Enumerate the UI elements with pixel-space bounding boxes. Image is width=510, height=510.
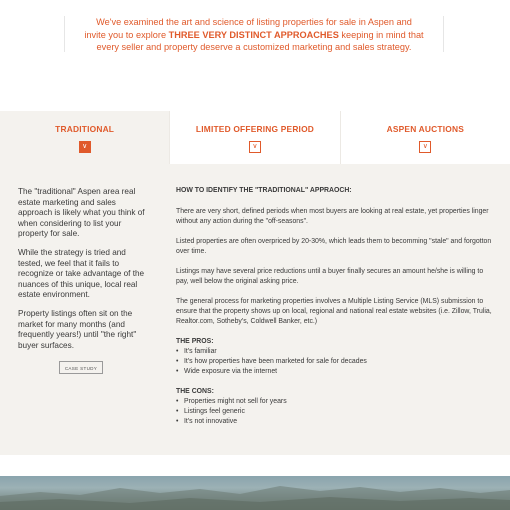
- list-item: • It's familiar: [184, 347, 496, 357]
- intro-text: [64, 16, 444, 52]
- mountain-ridge-graphic: [0, 476, 510, 510]
- tab-limited-offering-period[interactable]: [169, 111, 339, 164]
- details-paragraph: There are very short, defined periods when most buyers are looking at real estate, yet properties linger without any action during the "off-seasons".: [176, 208, 489, 225]
- intro-line-2: [65, 29, 443, 42]
- pros-title: THE PROS:: [176, 338, 214, 345]
- tab-panel-traditional: [0, 164, 510, 455]
- list-item: • It's how properties have been marketed for sale for decades: [184, 357, 496, 367]
- chevron-down-icon: ∨: [419, 141, 431, 153]
- intro-line-2-pre: invite you to explore: [84, 29, 169, 40]
- details-paragraph: The general process for marketing properties involves a Multiple Listing Service (MLS) submission to ensure that the property shows up on local, regional and national real estate websites (i.e. Zillow, Trulia, Realtor.com, Sotheby's, Coldwell Banker, etc.): [176, 298, 492, 325]
- list-item: • Properties might not sell for years: [184, 397, 496, 407]
- summary-paragraph: While the strategy is tried and tested, we feel that it fails to recognize or take advantage of the nuances of this unique, local real estate environment.: [18, 247, 145, 300]
- intro-line-1: We've examined the art and science of listing properties for sale in Aspen and: [96, 17, 412, 27]
- tab-traditional[interactable]: [0, 111, 169, 164]
- list-item: • Wide exposure via the internet: [184, 367, 496, 377]
- tab-label: TRADITIONAL: [55, 124, 115, 134]
- list-item: • It's not innovative: [184, 417, 496, 427]
- tab-aspen-auctions[interactable]: [340, 111, 510, 164]
- details-heading: HOW TO IDENTIFY THE "TRADITIONAL" APPRAOCH:: [176, 187, 352, 194]
- summary-column: [18, 187, 150, 359]
- details-column: [176, 186, 496, 437]
- summary-paragraph: The "traditional" Aspen area real estate marketing and sales approach is likely what you think of when considering to list your property for sale.: [18, 187, 145, 239]
- approach-tabs: [0, 111, 510, 164]
- details-paragraph: Listings may have several price reductions until a buyer finally secures an amount he/she is willing to pay, well below the original asking price.: [176, 268, 484, 285]
- tab-label: LIMITED OFFERING PERIOD: [195, 124, 315, 134]
- cons-list: [176, 397, 496, 427]
- details-paragraph: Listed properties are often overpriced by 20-30%, which leads them to becomming "stale" and forgotton over time.: [176, 238, 492, 255]
- summary-paragraph: Property listings often sit on the market for many months (and frequently years!) until "the right" buyer surfaces.: [18, 308, 137, 350]
- intro-line-2-post: keeping in mind that: [338, 29, 424, 40]
- cons-title: THE CONS:: [176, 388, 214, 395]
- case-study-button[interactable]: CASE STUDY: [59, 361, 103, 374]
- pros-list: [176, 347, 496, 377]
- mountain-hero-image: [0, 476, 510, 510]
- chevron-down-icon: ∨: [79, 141, 91, 153]
- tab-label: ASPEN AUCTIONS: [386, 124, 465, 134]
- list-item: • Listings feel generic: [184, 407, 496, 417]
- intro-highlight: THREE VERY DISTINCT APPROACHES: [168, 29, 339, 40]
- intro-line-3: every seller and property deserve a customized marketing and sales strategy.: [96, 42, 412, 53]
- chevron-down-icon: ∨: [249, 141, 261, 153]
